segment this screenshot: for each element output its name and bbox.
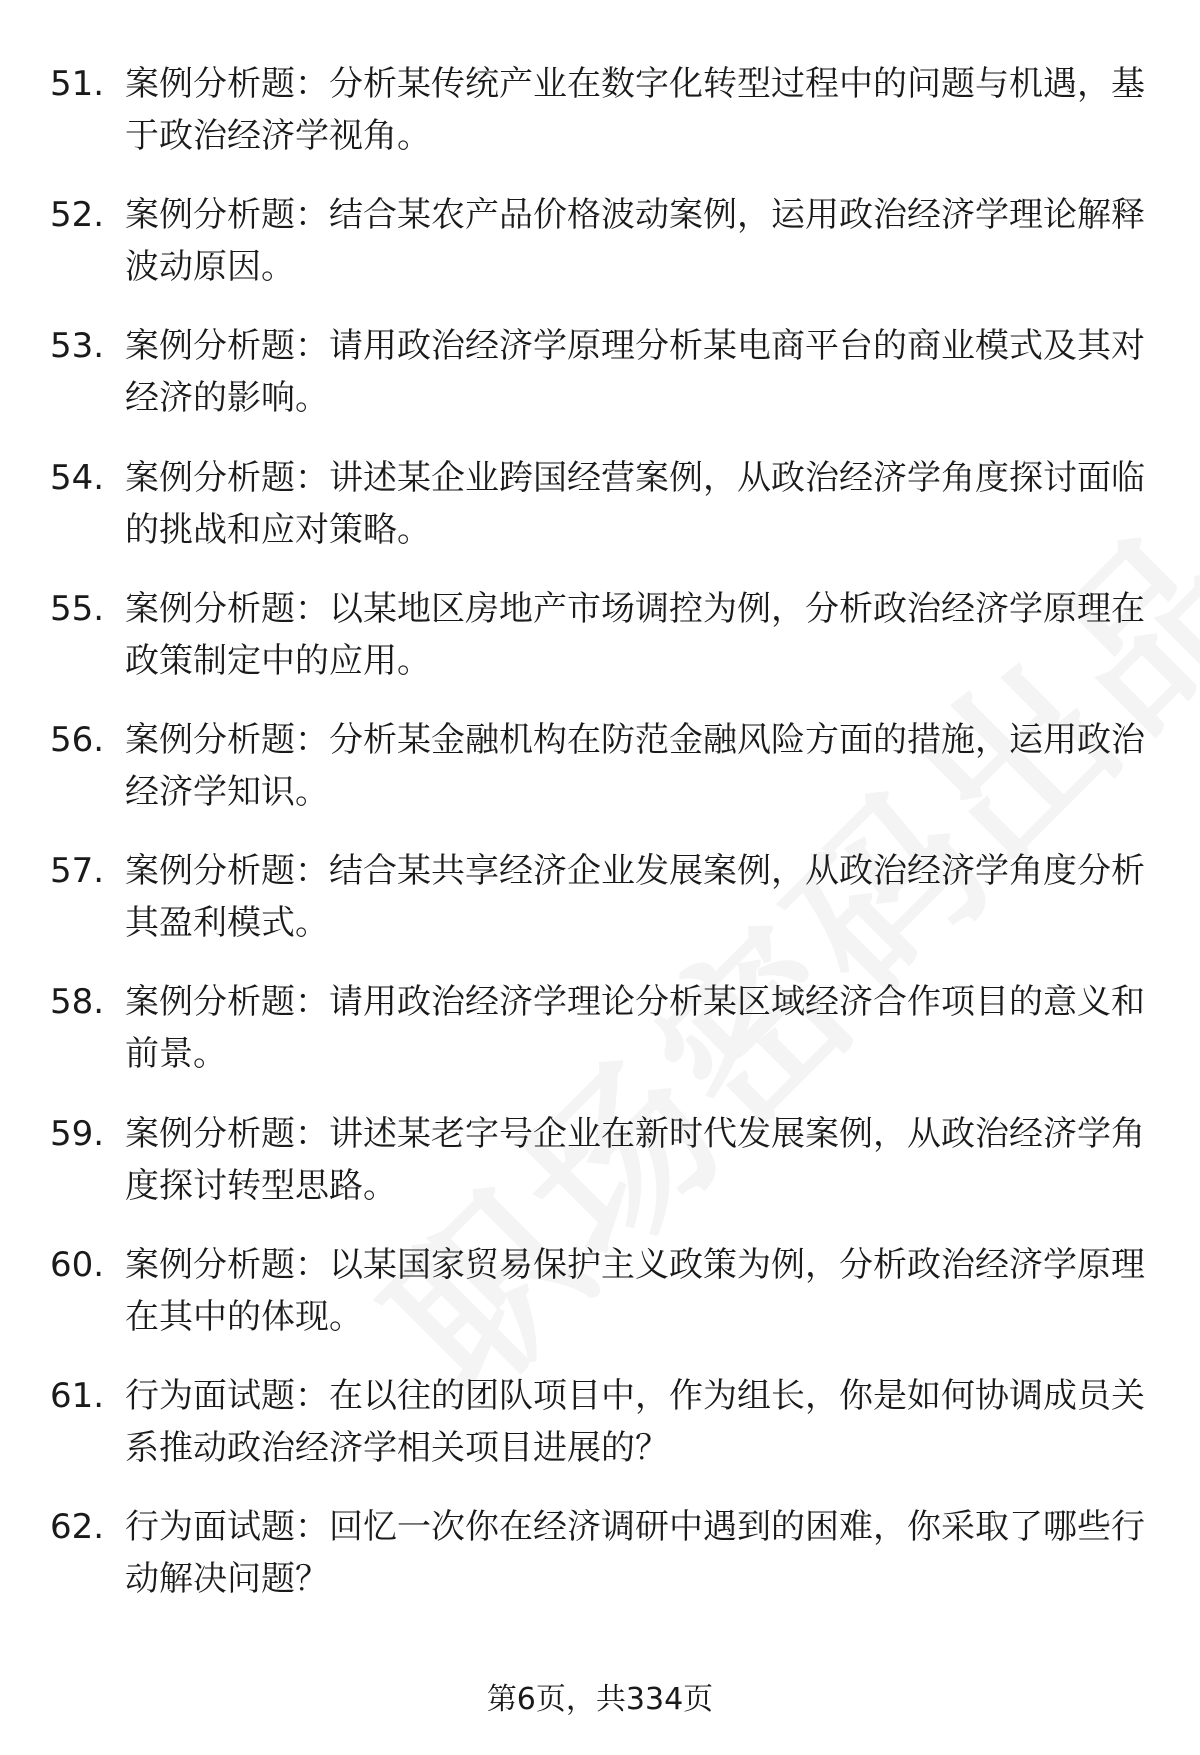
question-item [50,58,1160,189]
question-list [50,58,1160,1632]
question-item [50,320,1160,451]
question-number: 53. [50,326,105,367]
question-text: 案例分析题：请用政治经济学理论分析某区域经济合作项目的意义和前景。 [125,982,1145,1075]
question-text: 案例分析题：以某国家贸易保护主义政策为例，分析政治经济学原理在其中的体现。 [125,1244,1145,1337]
question-text: 案例分析题：以某地区房地产市场调控为例，分析政治经济学原理在政策制定中的应用。 [125,588,1145,681]
question-number: 57. [50,851,105,892]
question-text: 行为面试题：在以往的团队项目中，作为组长，你是如何协调成员关系推动政治经济学相关项目进展的？ [125,1375,1145,1468]
question-number: 59. [50,1113,105,1154]
question-item [50,189,1160,320]
question-item [50,845,1160,976]
question-item [50,1370,1160,1501]
question-number: 58. [50,982,105,1023]
question-number: 60. [50,1244,105,1285]
question-item [50,583,1160,714]
question-number: 61. [50,1375,105,1416]
question-number: 55. [50,588,105,629]
question-text: 案例分析题：请用政治经济学原理分析某电商平台的商业模式及其对经济的影响。 [125,326,1145,419]
question-text: 案例分析题：结合某共享经济企业发展案例，从政治经济学角度分析其盈利模式。 [125,851,1145,944]
question-item [50,714,1160,845]
page-footer: 第6页，共334页 [486,1682,714,1717]
question-item [50,1239,1160,1370]
question-text: 案例分析题：分析某传统产业在数字化转型过程中的问题与机遇，基于政治经济学视角。 [125,64,1145,156]
question-item [50,452,1160,583]
question-text: 案例分析题：结合某农产品价格波动案例，运用政治经济学理论解释波动原因。 [125,195,1145,288]
question-text: 案例分析题：分析某金融机构在防范金融风险方面的措施，运用政治经济学知识。 [125,719,1145,812]
question-number: 52. [50,195,105,236]
question-text: 案例分析题：讲述某老字号企业在新时代发展案例，从政治经济学角度探讨转型思路。 [125,1113,1145,1206]
question-item [50,1108,1160,1239]
question-item [50,1501,1160,1632]
question-text: 案例分析题：讲述某企业跨国经营案例，从政治经济学角度探讨面临的挑战和应对策略。 [125,457,1145,550]
question-number: 56. [50,719,105,760]
question-number: 62. [50,1507,105,1548]
question-text: 行为面试题：回忆一次你在经济调研中遇到的困难，你采取了哪些行动解决问题？ [125,1507,1145,1600]
question-item [50,976,1160,1107]
question-number: 51. [50,64,105,104]
question-number: 54. [50,457,105,498]
